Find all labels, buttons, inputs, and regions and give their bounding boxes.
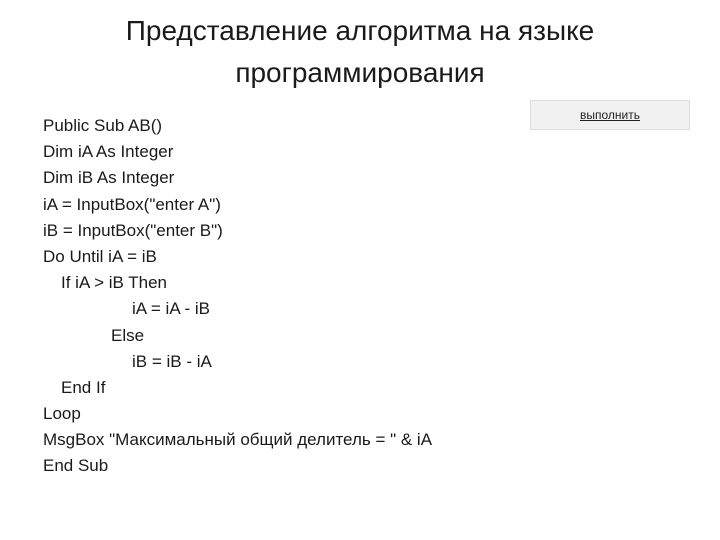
code-line: End If — [61, 377, 106, 397]
slide-title — [60, 10, 660, 94]
code-line: Do Until iA = iB — [43, 246, 157, 266]
code-line: Else — [111, 325, 145, 345]
code-line: iA = iA - iB — [132, 299, 210, 319]
slide-title-line-1: Представление алгоритма на языке — [125, 15, 595, 46]
slide-title-line-2: программирования — [235, 57, 485, 88]
code-line: If iA > iB Then — [61, 273, 168, 293]
code-line: Loop — [43, 404, 81, 424]
code-line: End Sub — [43, 456, 109, 476]
code-line: iB = iB - iA — [132, 351, 212, 371]
code-line: Dim iA As Integer — [43, 142, 174, 162]
code-listing — [43, 113, 432, 480]
code-line: iA = InputBox("enter A") — [43, 194, 221, 214]
code-line: Dim iB As Integer — [43, 168, 175, 188]
code-line: Public Sub AB() — [43, 116, 163, 135]
code-line: iB = InputBox("enter B") — [43, 220, 223, 240]
code-line: MsgBox "Максимальный общий делитель = " & iA — [43, 430, 433, 450]
run-button[interactable]: выполнить — [530, 100, 690, 130]
